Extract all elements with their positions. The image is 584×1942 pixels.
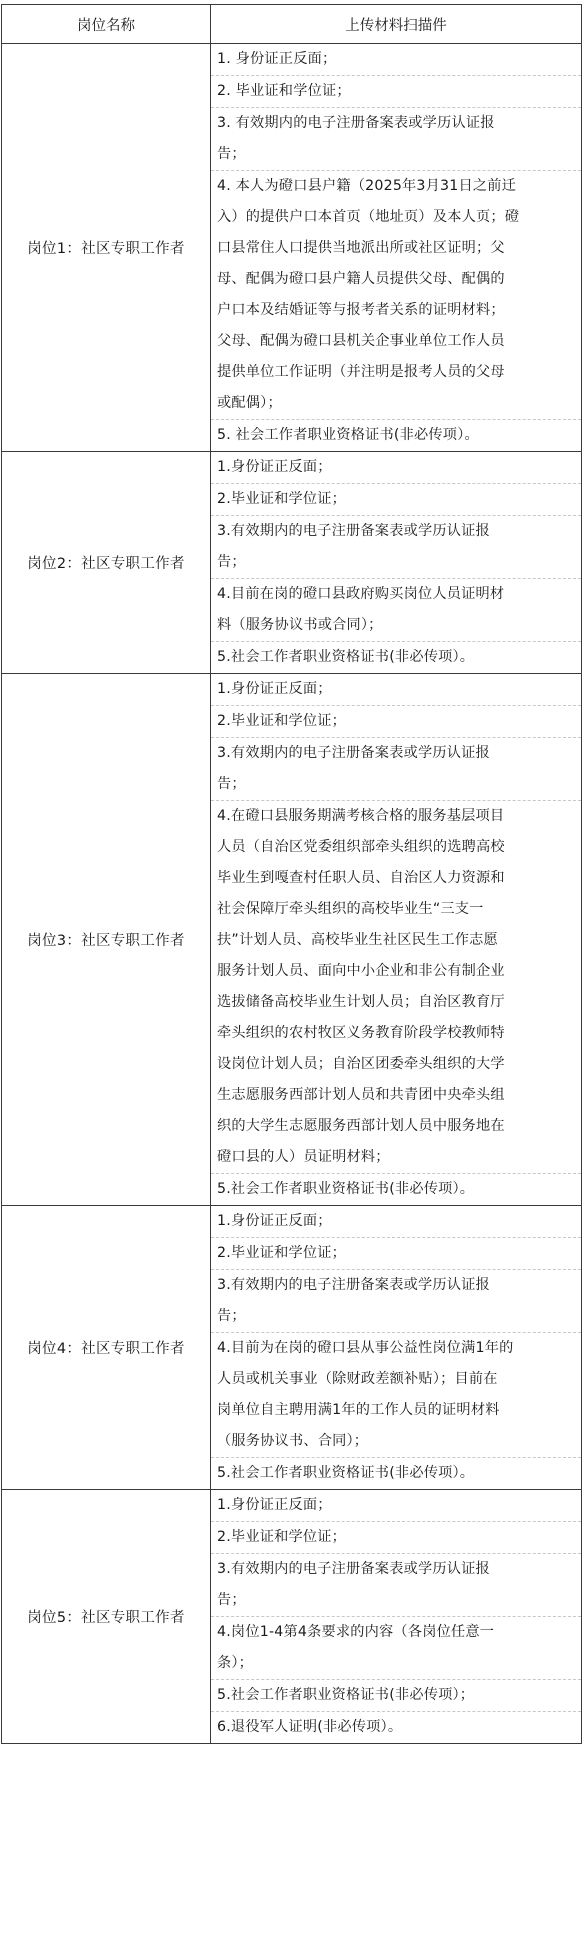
material-item-line: 4. 本人为磴口县户籍（2025年3月31日之前迁 bbox=[217, 178, 517, 194]
material-item-line: 毕业生到嘎查村任职人员、自治区人力资源和 bbox=[217, 870, 505, 886]
material-item-line: 岗单位自主聘用满1年的工作人员的证明材料 bbox=[217, 1402, 500, 1418]
requirements-table bbox=[1, 4, 582, 1744]
position-name: 岗位5：社区专职工作者 bbox=[2, 1490, 211, 1744]
material-item-line: 6.退役军人证明(非必传项）。 bbox=[217, 1719, 403, 1735]
table-row bbox=[2, 44, 582, 452]
material-item-line: 织的大学生志愿服务西部计划人员中服务地在 bbox=[217, 1118, 505, 1134]
material-item-line: 5.社会工作者职业资格证书(非必传项）。 bbox=[217, 649, 475, 665]
material-item-line: 设岗位计划人员；自治区团委牵头组织的大学 bbox=[217, 1056, 505, 1072]
material-item bbox=[211, 1174, 581, 1205]
material-item-line: 1. 身份证正反面； bbox=[217, 51, 337, 67]
table-row bbox=[2, 452, 582, 674]
material-item-line: 3.有效期内的电子注册备案表或学历认证报 bbox=[217, 523, 490, 539]
material-item bbox=[211, 76, 581, 108]
material-item bbox=[211, 1554, 581, 1617]
material-item-line: 5.社会工作者职业资格证书(非必传项）。 bbox=[217, 1181, 475, 1197]
material-item-line: 4.在磴口县服务期满考核合格的服务基层项目 bbox=[217, 808, 505, 824]
material-item-line: 3.有效期内的电子注册备案表或学历认证报 bbox=[217, 1561, 490, 1577]
material-item-line: 告； bbox=[217, 1592, 246, 1608]
material-item-line: 4.目前在岗的磴口县政府购买岗位人员证明材 bbox=[217, 586, 505, 602]
material-item-line: 人员或机关事业（除财政差额补贴）；目前在 bbox=[217, 1371, 498, 1387]
material-item-line: 料（服务协议书或合同）； bbox=[217, 617, 383, 633]
header-materials: 上传材料扫描件 bbox=[211, 5, 582, 44]
material-item-line: 2.毕业证和学位证； bbox=[217, 1245, 347, 1261]
header-position: 岗位名称 bbox=[2, 5, 211, 44]
material-item-line: 告； bbox=[217, 146, 246, 162]
header-row bbox=[2, 5, 582, 44]
material-item-line: 1.身份证正反面； bbox=[217, 1213, 332, 1229]
material-item-line: 社会保障厅牵头组织的高校毕业生“三支一 bbox=[217, 901, 484, 917]
material-item bbox=[211, 452, 581, 484]
material-item-line: 入）的提供户口本首页（地址页）及本人页；磴 bbox=[217, 209, 520, 225]
material-item-line: 3.有效期内的电子注册备案表或学历认证报 bbox=[217, 1277, 490, 1293]
material-item-line: （服务协议书、合同）； bbox=[217, 1433, 369, 1449]
material-item-line: 4.目前为在岗的磴口县从事公益性岗位满1年的 bbox=[217, 1340, 514, 1356]
material-item-line: 3. 有效期内的电子注册备案表或学历认证报 bbox=[217, 115, 495, 131]
material-item bbox=[211, 674, 581, 706]
material-item-line: 告； bbox=[217, 776, 246, 792]
material-item-line: 5.社会工作者职业资格证书(非必传项）； bbox=[217, 1687, 475, 1703]
material-item-line: 5. 社会工作者职业资格证书(非必传项）。 bbox=[217, 427, 479, 443]
material-item-line: 2. 毕业证和学位证； bbox=[217, 83, 351, 99]
table-row bbox=[2, 1490, 582, 1744]
material-item bbox=[211, 1617, 581, 1680]
material-item-line: 2.毕业证和学位证； bbox=[217, 1529, 347, 1545]
material-item bbox=[211, 1712, 581, 1743]
materials-list bbox=[211, 674, 582, 1206]
material-item-line: 1.身份证正反面； bbox=[217, 681, 332, 697]
material-item bbox=[211, 516, 581, 579]
material-item bbox=[211, 1333, 581, 1458]
materials-list bbox=[211, 44, 582, 452]
material-item-line: 1.身份证正反面； bbox=[217, 1497, 332, 1513]
material-item bbox=[211, 44, 581, 76]
position-name: 岗位4：社区专职工作者 bbox=[2, 1206, 211, 1490]
material-item-line: 提供单位工作证明（并注明是报考人员的父母 bbox=[217, 364, 505, 380]
material-item bbox=[211, 801, 581, 1174]
material-item-line: 1.身份证正反面； bbox=[217, 459, 332, 475]
material-item bbox=[211, 484, 581, 516]
material-item bbox=[211, 738, 581, 801]
material-item-line: 告； bbox=[217, 554, 246, 570]
material-item-line: 选拔储备高校毕业生计划人员；自治区教育厅 bbox=[217, 994, 505, 1010]
material-item-line: 磴口县的人）员证明材料； bbox=[217, 1149, 390, 1165]
material-item-line: 或配偶）； bbox=[217, 395, 282, 411]
material-item-line: 父母、配偶为磴口县机关企事业单位工作人员 bbox=[217, 333, 505, 349]
material-item bbox=[211, 1206, 581, 1238]
material-item bbox=[211, 1270, 581, 1333]
table-body bbox=[2, 44, 582, 1744]
position-name: 岗位1：社区专职工作者 bbox=[2, 44, 211, 452]
table-row bbox=[2, 674, 582, 1206]
material-item-line: 户口本及结婚证等与报考者关系的证明材料； bbox=[217, 302, 505, 318]
material-item-line: 5.社会工作者职业资格证书(非必传项）。 bbox=[217, 1465, 475, 1481]
material-item bbox=[211, 642, 581, 673]
position-name: 岗位2：社区专职工作者 bbox=[2, 452, 211, 674]
material-item bbox=[211, 579, 581, 642]
material-item-line: 告； bbox=[217, 1308, 246, 1324]
material-item bbox=[211, 1458, 581, 1489]
material-item bbox=[211, 1680, 581, 1712]
material-item-line: 生志愿服务西部计划人员和共青团中央牵头组 bbox=[217, 1087, 505, 1103]
material-item-line: 口县常住人口提供当地派出所或社区证明；父 bbox=[217, 240, 505, 256]
material-item bbox=[211, 171, 581, 420]
material-item-line: 服务计划人员、面向中小企业和非公有制企业 bbox=[217, 963, 505, 979]
table-row bbox=[2, 1206, 582, 1490]
material-item bbox=[211, 1490, 581, 1522]
materials-list bbox=[211, 1206, 582, 1490]
material-item bbox=[211, 1522, 581, 1554]
material-item-line: 牵头组织的农村牧区义务教育阶段学校教师特 bbox=[217, 1025, 505, 1041]
material-item-line: 条）； bbox=[217, 1655, 254, 1671]
material-item bbox=[211, 1238, 581, 1270]
materials-list bbox=[211, 452, 582, 674]
material-item-line: 人员（自治区党委组织部牵头组织的选聘高校 bbox=[217, 839, 505, 855]
material-item-line: 扶”计划人员、高校毕业生社区民生工作志愿 bbox=[217, 932, 498, 948]
material-item-line: 3.有效期内的电子注册备案表或学历认证报 bbox=[217, 745, 490, 761]
material-item bbox=[211, 420, 581, 451]
material-item-line: 2.毕业证和学位证； bbox=[217, 491, 347, 507]
materials-list bbox=[211, 1490, 582, 1744]
material-item bbox=[211, 706, 581, 738]
position-name: 岗位3：社区专职工作者 bbox=[2, 674, 211, 1206]
material-item-line: 母、配偶为磴口县户籍人员提供父母、配偶的 bbox=[217, 271, 505, 287]
material-item bbox=[211, 108, 581, 171]
material-item-line: 2.毕业证和学位证； bbox=[217, 713, 347, 729]
material-item-line: 4.岗位1-4第4条要求的内容（各岗位任意一 bbox=[217, 1624, 495, 1640]
